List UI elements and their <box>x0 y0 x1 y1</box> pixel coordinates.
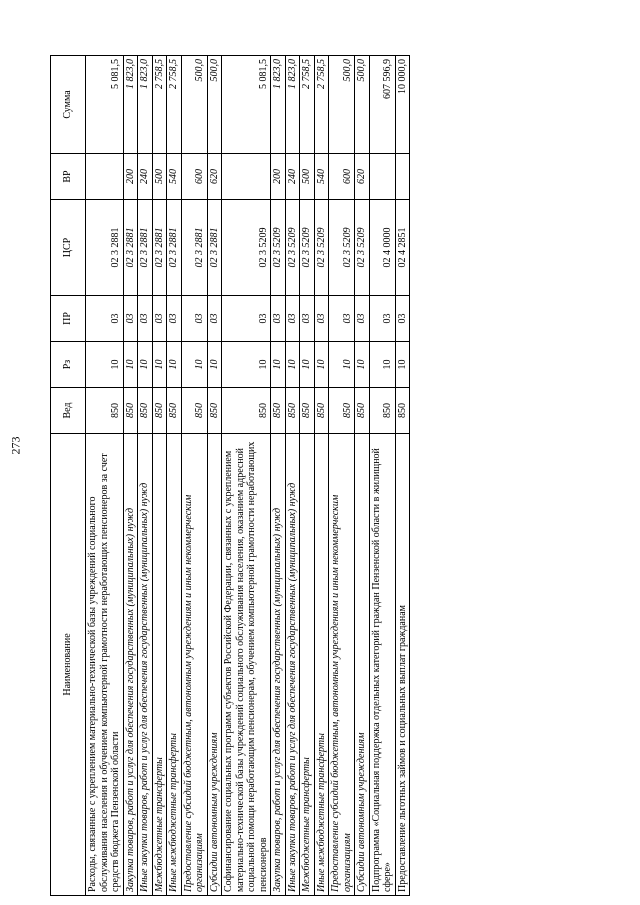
cell-vr: 540 <box>167 154 182 200</box>
cell-csr: 02 4 2851 <box>395 200 410 296</box>
cell-sum: 2 758,5 <box>300 56 315 154</box>
cell-pr: 03 <box>181 296 207 342</box>
cell-ved: 850 <box>123 388 138 434</box>
cell-rz: 10 <box>355 342 370 388</box>
cell-ved: 850 <box>167 388 182 434</box>
cell-name: Иные закупки товаров, работ и услуг для обеспечения государственных (муниципальных) нужд <box>138 434 153 896</box>
cell-pr: 03 <box>355 296 370 342</box>
cell-ved: 850 <box>271 388 286 434</box>
cell-csr: 02 4 0000 <box>369 200 395 296</box>
cell-vr <box>222 154 271 200</box>
header-pr: ПР <box>51 296 86 342</box>
cell-name: Иные межбюджетные трансферты <box>167 434 182 896</box>
cell-rz: 10 <box>123 342 138 388</box>
cell-vr <box>395 154 410 200</box>
header-csr: ЦСР <box>51 200 86 296</box>
cell-rz: 10 <box>207 342 222 388</box>
cell-ved: 850 <box>300 388 315 434</box>
cell-vr: 240 <box>285 154 300 200</box>
cell-vr: 620 <box>355 154 370 200</box>
cell-name: Предоставление льготных займов и социальных выплат гражданам <box>395 434 410 896</box>
cell-ved: 850 <box>369 388 395 434</box>
cell-vr: 500 <box>152 154 167 200</box>
cell-sum: 10 000,0 <box>395 56 410 154</box>
budget-table <box>50 55 410 896</box>
cell-csr: 02 3 2881 <box>86 200 124 296</box>
cell-ved: 850 <box>86 388 124 434</box>
cell-ved: 850 <box>222 388 271 434</box>
cell-rz: 10 <box>152 342 167 388</box>
cell-rz: 10 <box>167 342 182 388</box>
table-row <box>271 56 286 896</box>
cell-vr <box>369 154 395 200</box>
cell-name: Иные межбюджетные трансферты <box>314 434 329 896</box>
cell-csr: 02 3 2881 <box>207 200 222 296</box>
cell-name: Межбюджетные трансферты <box>300 434 315 896</box>
cell-pr: 03 <box>222 296 271 342</box>
cell-sum: 1 823,0 <box>285 56 300 154</box>
cell-sum: 1 823,0 <box>123 56 138 154</box>
cell-sum: 5 081,5 <box>86 56 124 154</box>
cell-pr: 03 <box>285 296 300 342</box>
cell-ved: 850 <box>355 388 370 434</box>
cell-ved: 850 <box>329 388 355 434</box>
header-ved: Вед <box>51 388 86 434</box>
cell-pr: 03 <box>300 296 315 342</box>
cell-pr: 03 <box>86 296 124 342</box>
cell-sum: 1 823,0 <box>138 56 153 154</box>
rotated-page <box>50 56 572 896</box>
table-row <box>152 56 167 896</box>
cell-ved: 850 <box>152 388 167 434</box>
cell-name: Расходы, связанные с укреплением материально-технической базы учреждений социального обслуживания населения и обучением компьютерной грамотности неработающих пенсионеров за счет средств бюджета Пензенской области <box>86 434 124 896</box>
cell-rz: 10 <box>86 342 124 388</box>
table-row <box>314 56 329 896</box>
cell-csr: 02 3 5209 <box>300 200 315 296</box>
cell-ved: 850 <box>285 388 300 434</box>
cell-pr: 03 <box>329 296 355 342</box>
header-rz: Рз <box>51 342 86 388</box>
cell-vr <box>86 154 124 200</box>
cell-name: Закупка товаров, работ и услуг для обеспечения государственных (муниципальных) нужд <box>271 434 286 896</box>
cell-vr: 620 <box>207 154 222 200</box>
cell-vr: 500 <box>300 154 315 200</box>
table-row <box>167 56 182 896</box>
cell-csr: 02 3 2881 <box>152 200 167 296</box>
cell-sum: 2 758,5 <box>167 56 182 154</box>
table-row <box>300 56 315 896</box>
cell-sum: 2 758,5 <box>314 56 329 154</box>
table-header-row <box>51 56 86 896</box>
header-name: Наименование <box>51 434 86 896</box>
table-row <box>181 56 207 896</box>
header-sum: Сумма <box>51 56 86 154</box>
cell-name: Предоставление субсидий бюджетным, автономным учреждениям и иным некоммерческим организациям <box>181 434 207 896</box>
table-row <box>86 56 124 896</box>
cell-rz: 10 <box>300 342 315 388</box>
cell-name: Подпрограмма «Социальная поддержка отдельных категорий граждан Пензенской области в жилищной сфере» <box>369 434 395 896</box>
cell-vr: 240 <box>138 154 153 200</box>
table-row <box>222 56 271 896</box>
cell-csr: 02 3 2881 <box>181 200 207 296</box>
cell-rz: 10 <box>369 342 395 388</box>
cell-name: Софинансирование социальных программ субъектов Российской Федерации, связанных с укреплением материально-технической базы учреждений социального обслуживания населения, оказанием адресной социальной помощи неработающим пенсионерам, обучением компьютерной грамотности неработающих пенсионеров <box>222 434 271 896</box>
cell-vr: 200 <box>271 154 286 200</box>
header-vr: ВР <box>51 154 86 200</box>
cell-ved: 850 <box>207 388 222 434</box>
table-row <box>369 56 395 896</box>
cell-ved: 850 <box>181 388 207 434</box>
cell-pr: 03 <box>395 296 410 342</box>
cell-sum: 2 758,5 <box>152 56 167 154</box>
cell-pr: 03 <box>271 296 286 342</box>
cell-vr: 600 <box>181 154 207 200</box>
cell-sum: 607 596,9 <box>369 56 395 154</box>
cell-name: Субсидии автономным учреждениям <box>207 434 222 896</box>
cell-ved: 850 <box>395 388 410 434</box>
cell-ved: 850 <box>138 388 153 434</box>
cell-csr: 02 3 2881 <box>167 200 182 296</box>
cell-vr: 540 <box>314 154 329 200</box>
cell-sum: 5 081,5 <box>222 56 271 154</box>
cell-rz: 10 <box>138 342 153 388</box>
cell-rz: 10 <box>181 342 207 388</box>
cell-csr: 02 3 2881 <box>123 200 138 296</box>
cell-csr: 02 3 5209 <box>222 200 271 296</box>
cell-rz: 10 <box>222 342 271 388</box>
cell-vr: 200 <box>123 154 138 200</box>
cell-sum: 500,0 <box>207 56 222 154</box>
cell-csr: 02 3 5209 <box>314 200 329 296</box>
cell-pr: 03 <box>152 296 167 342</box>
cell-csr: 02 3 5209 <box>355 200 370 296</box>
cell-pr: 03 <box>167 296 182 342</box>
cell-vr: 600 <box>329 154 355 200</box>
cell-csr: 02 3 2881 <box>138 200 153 296</box>
cell-pr: 03 <box>207 296 222 342</box>
table-row <box>285 56 300 896</box>
cell-rz: 10 <box>329 342 355 388</box>
cell-rz: 10 <box>314 342 329 388</box>
table-row <box>123 56 138 896</box>
cell-name: Иные закупки товаров, работ и услуг для обеспечения государственных (муниципальных) нужд <box>285 434 300 896</box>
cell-name: Межбюджетные трансферты <box>152 434 167 896</box>
cell-ved: 850 <box>314 388 329 434</box>
cell-pr: 03 <box>123 296 138 342</box>
cell-csr: 02 3 5209 <box>285 200 300 296</box>
cell-rz: 10 <box>395 342 410 388</box>
cell-csr: 02 3 5209 <box>329 200 355 296</box>
table-row <box>207 56 222 896</box>
cell-name: Предоставление субсидий бюджетным, автономным учреждениям и иным некоммерческим организациям <box>329 434 355 896</box>
cell-rz: 10 <box>271 342 286 388</box>
cell-pr: 03 <box>314 296 329 342</box>
cell-pr: 03 <box>369 296 395 342</box>
cell-sum: 1 823,0 <box>271 56 286 154</box>
cell-sum: 500,0 <box>181 56 207 154</box>
cell-name: Закупка товаров, работ и услуг для обеспечения государственных (муниципальных) нужд <box>123 434 138 896</box>
cell-rz: 10 <box>285 342 300 388</box>
cell-sum: 500,0 <box>329 56 355 154</box>
table-row <box>395 56 410 896</box>
cell-name: Субсидии автономным учреждениям <box>355 434 370 896</box>
cell-pr: 03 <box>138 296 153 342</box>
table-row <box>138 56 153 896</box>
cell-csr: 02 3 5209 <box>271 200 286 296</box>
page-number: 273 <box>8 436 23 455</box>
table-row <box>355 56 370 896</box>
table-row <box>329 56 355 896</box>
cell-sum: 500,0 <box>355 56 370 154</box>
